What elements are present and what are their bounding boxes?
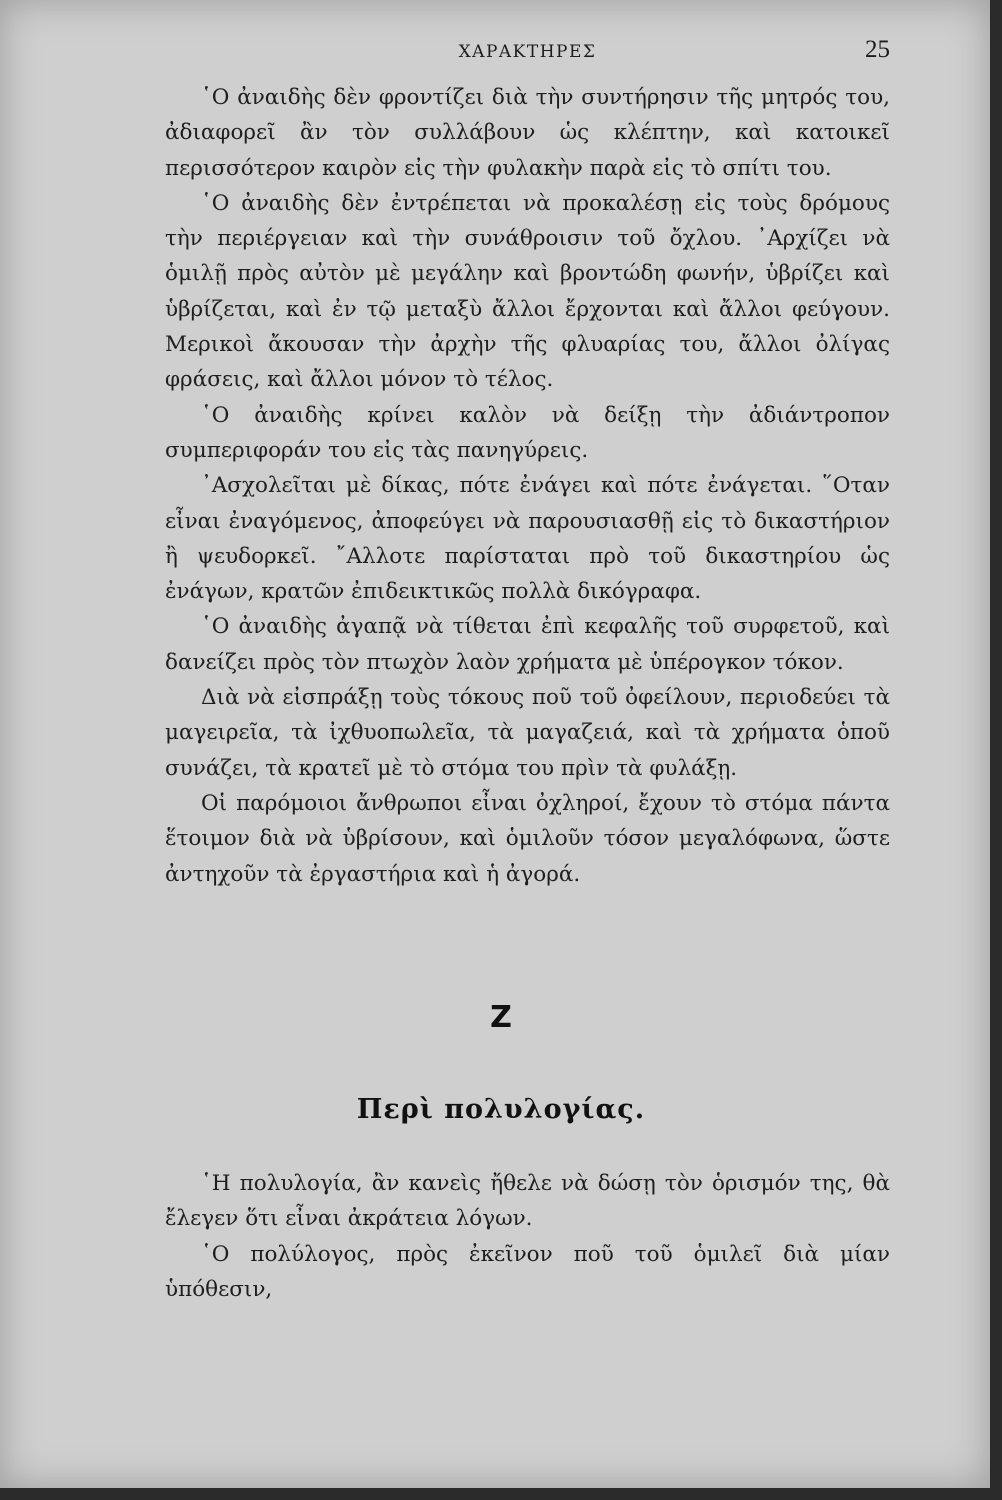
scan-edge-right (990, 0, 1002, 1500)
paragraph: ῾Η πολυλογία, ἂν κανεὶς ἤθελε νὰ δώσῃ τὸν ὁρισμόν της, θὰ ἔλεγεν ὅτι εἶναι ἀκράτεια λόγων. (165, 1171, 890, 1232)
running-title: ΧΑΡΑΚΤΗΡΕΣ (458, 42, 597, 62)
paragraph: Διὰ νὰ εἰσπράξῃ τοὺς τόκους ποῦ τοῦ ὀφείλουν, περιοδεύει τὰ μαγειρεῖα, τὰ ἰχθυοπωλεῖα, τὰ μαγαζειά, καὶ τὰ χρήματα ὁποῦ συνάζει, τὰ κρατεῖ μὲ τὸ στόμα του πρὶν τὰ φυλάξῃ. (165, 685, 890, 781)
body-text (165, 80, 890, 892)
paragraph: ῾Ο ἀναιδὴς κρίνει καλὸν νὰ δείξῃ τὴν ἀδιάντροπον συμπεριφοράν του εἰς τὰς πανηγύρεις. (165, 402, 890, 463)
paragraph: ῾Ο ἀναιδὴς δὲν ἐντρέπεται νὰ προκαλέσῃ εἰς τοὺς δρόμους τὴν περιέργειαν καὶ τὴν συνάθροισιν τοῦ ὄχλου. ᾿Αρχίζει νὰ ὁμιλῇ πρὸς αὐτὸν μὲ μεγάλην καὶ βροντώδη φωνήν, ὑβρίζει καὶ ὑβρίζεται, καὶ ἐν τῷ μεταξὺ ἄλλοι ἔρχονται καὶ ἄλλοι φεύγουν. Μερικοὶ ἄκουσαν τὴν ἀρχὴν τῆς φλυαρίας του, ἄλλοι ὀλίγας φράσεις, καὶ ἄλλοι μόνον τὸ τέλος. (165, 190, 890, 393)
paragraph: ῾Ο πολύλογος, πρὸς ἐκεῖνον ποῦ τοῦ ὁμιλεῖ διὰ μίαν ὑπόθεσιν, (165, 1241, 890, 1302)
paragraph: ᾿Ασχολεῖται μὲ δίκας, πότε ἐνάγει καὶ πότε ἐνάγεται. ῞Οταν εἶναι ἐναγόμενος, ἀποφεύγει νὰ παρουσιασθῇ εἰς τὸ δικαστήριον ἢ ψευδορκεῖ. ῎Αλλοτε παρίσταται πρὸ τοῦ δικαστηρίου ὡς ἐνάγων, κρατῶν ἐπιδεικτικῶς πολλὰ δικόγραφα. (165, 473, 890, 605)
chapter-letter: Ζ (490, 1000, 512, 1035)
running-head (165, 36, 890, 66)
chapter-title: Περὶ πολυλογίας. (356, 1094, 646, 1125)
chapter-text (165, 1166, 890, 1307)
scan-edge-bottom (0, 1488, 1002, 1500)
paragraph: ῾Ο ἀναιδὴς δὲν φροντίζει διὰ τὴν συντήρησιν τῆς μητρός του, ἀδιαφορεῖ ἂν τὸν συλλάβουν ὡς κλέπτην, καὶ κατοικεῖ περισσότερον καιρὸν εἰς τὴν φυλακὴν παρὰ εἰς τὸ σπίτι του. (165, 85, 890, 181)
paragraph: Οἱ παρόμοιοι ἄνθρωποι εἶναι ὀχληροί, ἔχουν τὸ στόμα πάντα ἕτοιμον διὰ νὰ ὑβρίσουν, καὶ ὁμιλοῦν τόσον μεγαλόφωνα, ὥστε ἀντηχοῦν τὰ ἐργαστήρια καὶ ἡ ἀγορά. (165, 790, 890, 887)
page-number: 25 (865, 36, 890, 63)
paragraph: ῾Ο ἀναιδὴς ἀγαπᾷ νὰ τίθεται ἐπὶ κεφαλῆς τοῦ συρφετοῦ, καὶ δανείζει πρὸς τὸν πτωχὸν λαὸν χρήματα μὲ ὑπέρογκον τόκον. (165, 614, 890, 675)
